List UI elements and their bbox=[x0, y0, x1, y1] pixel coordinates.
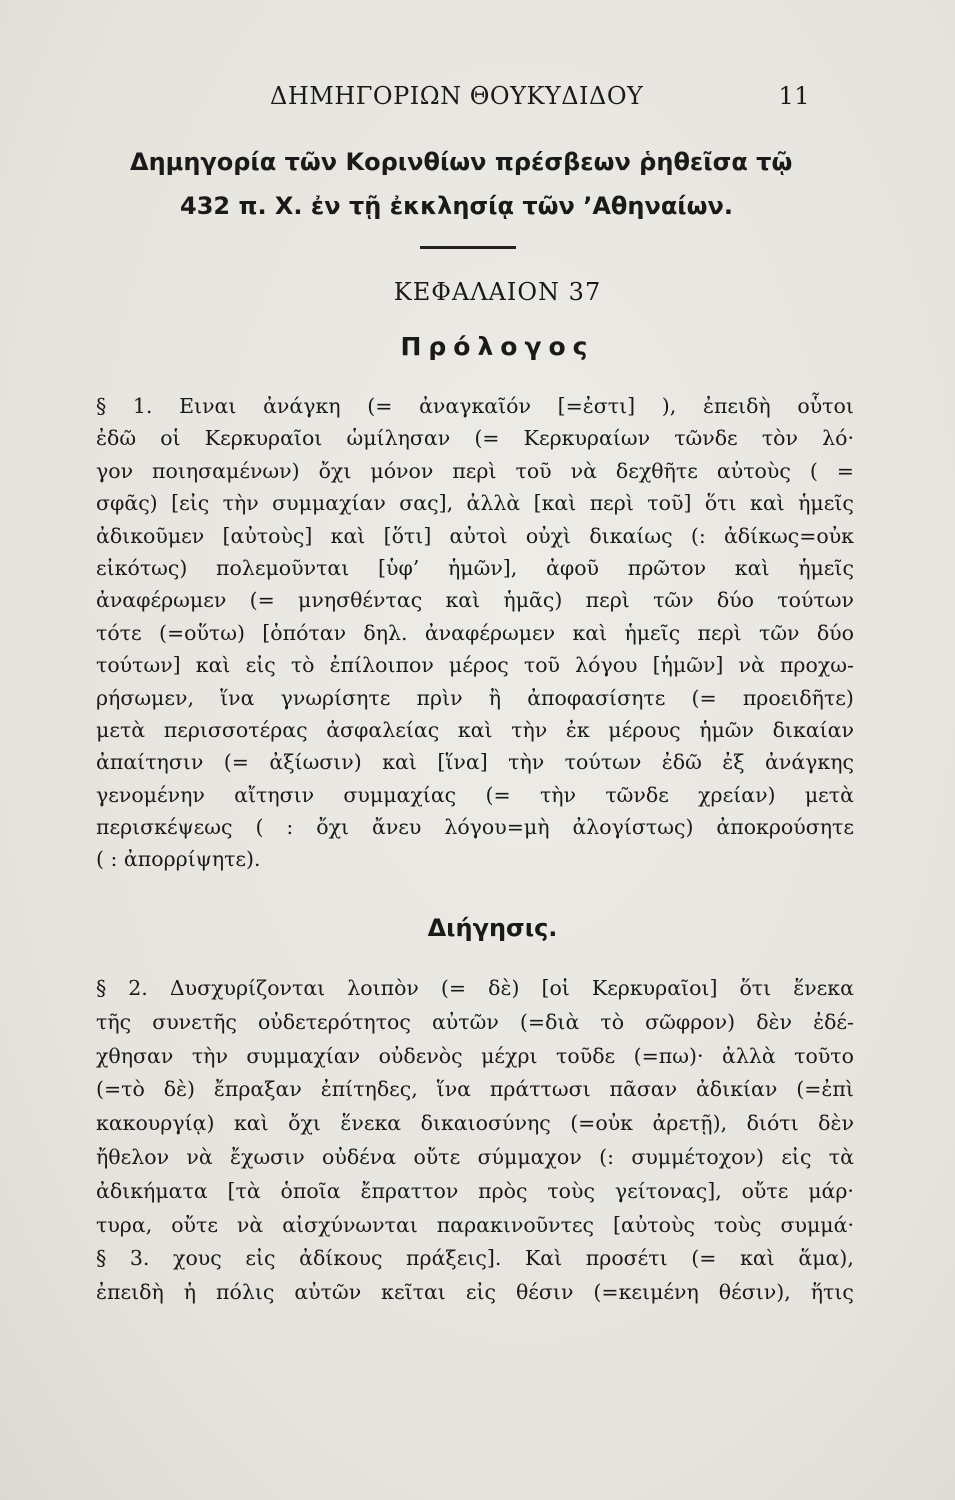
page-number: 11 bbox=[778, 82, 810, 110]
text-line: χθησαν τὴν συμμαχίαν οὐδενὸς μέχρι τοῦδε (=πω)· ἀλλὰ τοῦτο bbox=[96, 1043, 854, 1068]
text-line: τότε (=οὕτω) [ὁπόταν δηλ. ἀναφέρωμεν καὶ ἡμεῖς περὶ τῶν δύο bbox=[96, 620, 854, 645]
section-title-prologue: Πρόλογος bbox=[400, 332, 595, 361]
section-title-narration: Διήγησις. bbox=[427, 914, 558, 942]
text-line: ἐδῶ οἱ Κερκυραῖοι ὡμίλησαν (= Κερκυραίων τῶνδε τὸν λό· bbox=[96, 426, 854, 451]
text-line: ἤθελον νὰ ἔχωσιν οὐδένα οὔτε σύμμαχον (: συμμέτοχον) εἰς τὰ bbox=[96, 1144, 854, 1169]
text-line: γενομένην αἴτησιν συμμαχίας (= τὴν τῶνδε χρείαν) μετὰ bbox=[96, 782, 854, 807]
text-line: § 3. χους εἰς ἀδίκους πράξεις]. Καὶ προσέτι (= καὶ ἅμα), bbox=[96, 1246, 854, 1271]
text-line: τῆς συνετῆς οὐδετερότητος αὐτῶν (=διὰ τὸ σῶφρον) δὲν ἐδέ- bbox=[96, 1009, 854, 1034]
text-line: ἐπειδὴ ἡ πόλις αὐτῶν κεῖται εἰς θέσιν (=κειμένη θέσιν), ἥτις bbox=[96, 1280, 854, 1305]
text-line: τυρα, οὔτε νὰ αἰσχύνωνται παρακινοῦντες [αὐτοὺς τοὺς συμμά· bbox=[96, 1212, 854, 1237]
separator-rule bbox=[420, 246, 516, 249]
running-head-title: ΔΗΜΗΓΟΡΙΩΝ ΘΟΥΚΥΔΙΔΟΥ bbox=[270, 82, 644, 110]
paragraph-2 bbox=[96, 972, 854, 1310]
text-line: ἀναφέρωμεν (= μνησθέντας καὶ ἡμᾶς) περὶ τῶν δύο τούτων bbox=[96, 588, 854, 613]
speech-heading-line-1: Δημηγορία τῶν Κορινθίων πρέσβεων ῥηθεῖσα τῷ bbox=[130, 148, 793, 176]
text-line: γον ποιησαμένων) ὄχι μόνον περὶ τοῦ νὰ δεχθῆτε αὐτοὺς ( = bbox=[96, 458, 854, 483]
text-line: ρήσωμεν, ἵνα γνωρίσητε πρὶν ἢ ἀποφασίσητε (= προειδῆτε) bbox=[96, 685, 854, 710]
text-line: εἰκότως) πολεμοῦνται [ὑφ’ ἡμῶν], ἀφοῦ πρῶτον καὶ ἡμεῖς bbox=[96, 555, 854, 580]
text-line: περισκέψεως ( : ὄχι ἄνευ λόγου=μὴ ἀλογίστως) ἀποκρούσητε bbox=[96, 815, 854, 840]
paragraph-1 bbox=[96, 390, 854, 876]
text-line: σφᾶς) [εἰς τὴν συμμαχίαν σας], ἀλλὰ [καὶ περὶ τοῦ] ὅτι καὶ ἡμεῖς bbox=[96, 491, 854, 516]
speech-heading-line-2: 432 π. Χ. ἐν τῇ ἐκκλησίᾳ τῶν ’Αθηναίων. bbox=[180, 192, 733, 220]
text-line: ἀδικοῦμεν [αὐτοὺς] καὶ [ὅτι] αὐτοὶ οὐχὶ δικαίως (: ἀδίκως=οὐκ bbox=[96, 523, 854, 548]
text-line: § 1. Ειναι ἀνάγκη (= ἀναγκαῖόν [=ἐστι] ), ἐπειδὴ οὗτοι bbox=[96, 394, 854, 418]
text-line: ἀπαίτησιν (= ἀξίωσιν) καὶ [ἵνα] τὴν τούτων ἐδῶ ἐξ ἀνάγκης bbox=[96, 750, 854, 775]
speech-heading bbox=[130, 140, 830, 228]
text-line: § 2. Δυσχυρίζονται λοιπὸν (= δὲ) [οἱ Κερκυραῖοι] ὅτι ἕνεκα bbox=[96, 976, 854, 1000]
text-line: μετὰ περισσοτέρας ἀσφαλείας καὶ τὴν ἐκ μέρους ἡμῶν δικαίαν bbox=[96, 717, 854, 742]
text-line: τούτων] καὶ εἰς τὸ ἐπίλοιπον μέρος τοῦ λόγου [ἡμῶν] νὰ προχω- bbox=[96, 653, 854, 678]
text-line: κακουργίᾳ) καὶ ὄχι ἕνεκα δικαιοσύνης (=οὐκ ἀρετῇ), διότι δὲν bbox=[96, 1111, 854, 1136]
text-line: ἀδικήματα [τὰ ὁποῖα ἔπραττον πρὸς τοὺς γείτονας], οὔτε μάρ· bbox=[96, 1178, 854, 1203]
text-line: ( : ἀπορρίψητε). bbox=[96, 847, 261, 872]
chapter-title: ΚΕΦΑΛΑΙΟΝ 37 bbox=[393, 278, 602, 306]
text-line: (=τὸ δὲ) ἔπραξαν ἐπίτηδες, ἵνα πράττωσι πᾶσαν ἀδικίαν (=ἐπὶ bbox=[96, 1077, 854, 1102]
